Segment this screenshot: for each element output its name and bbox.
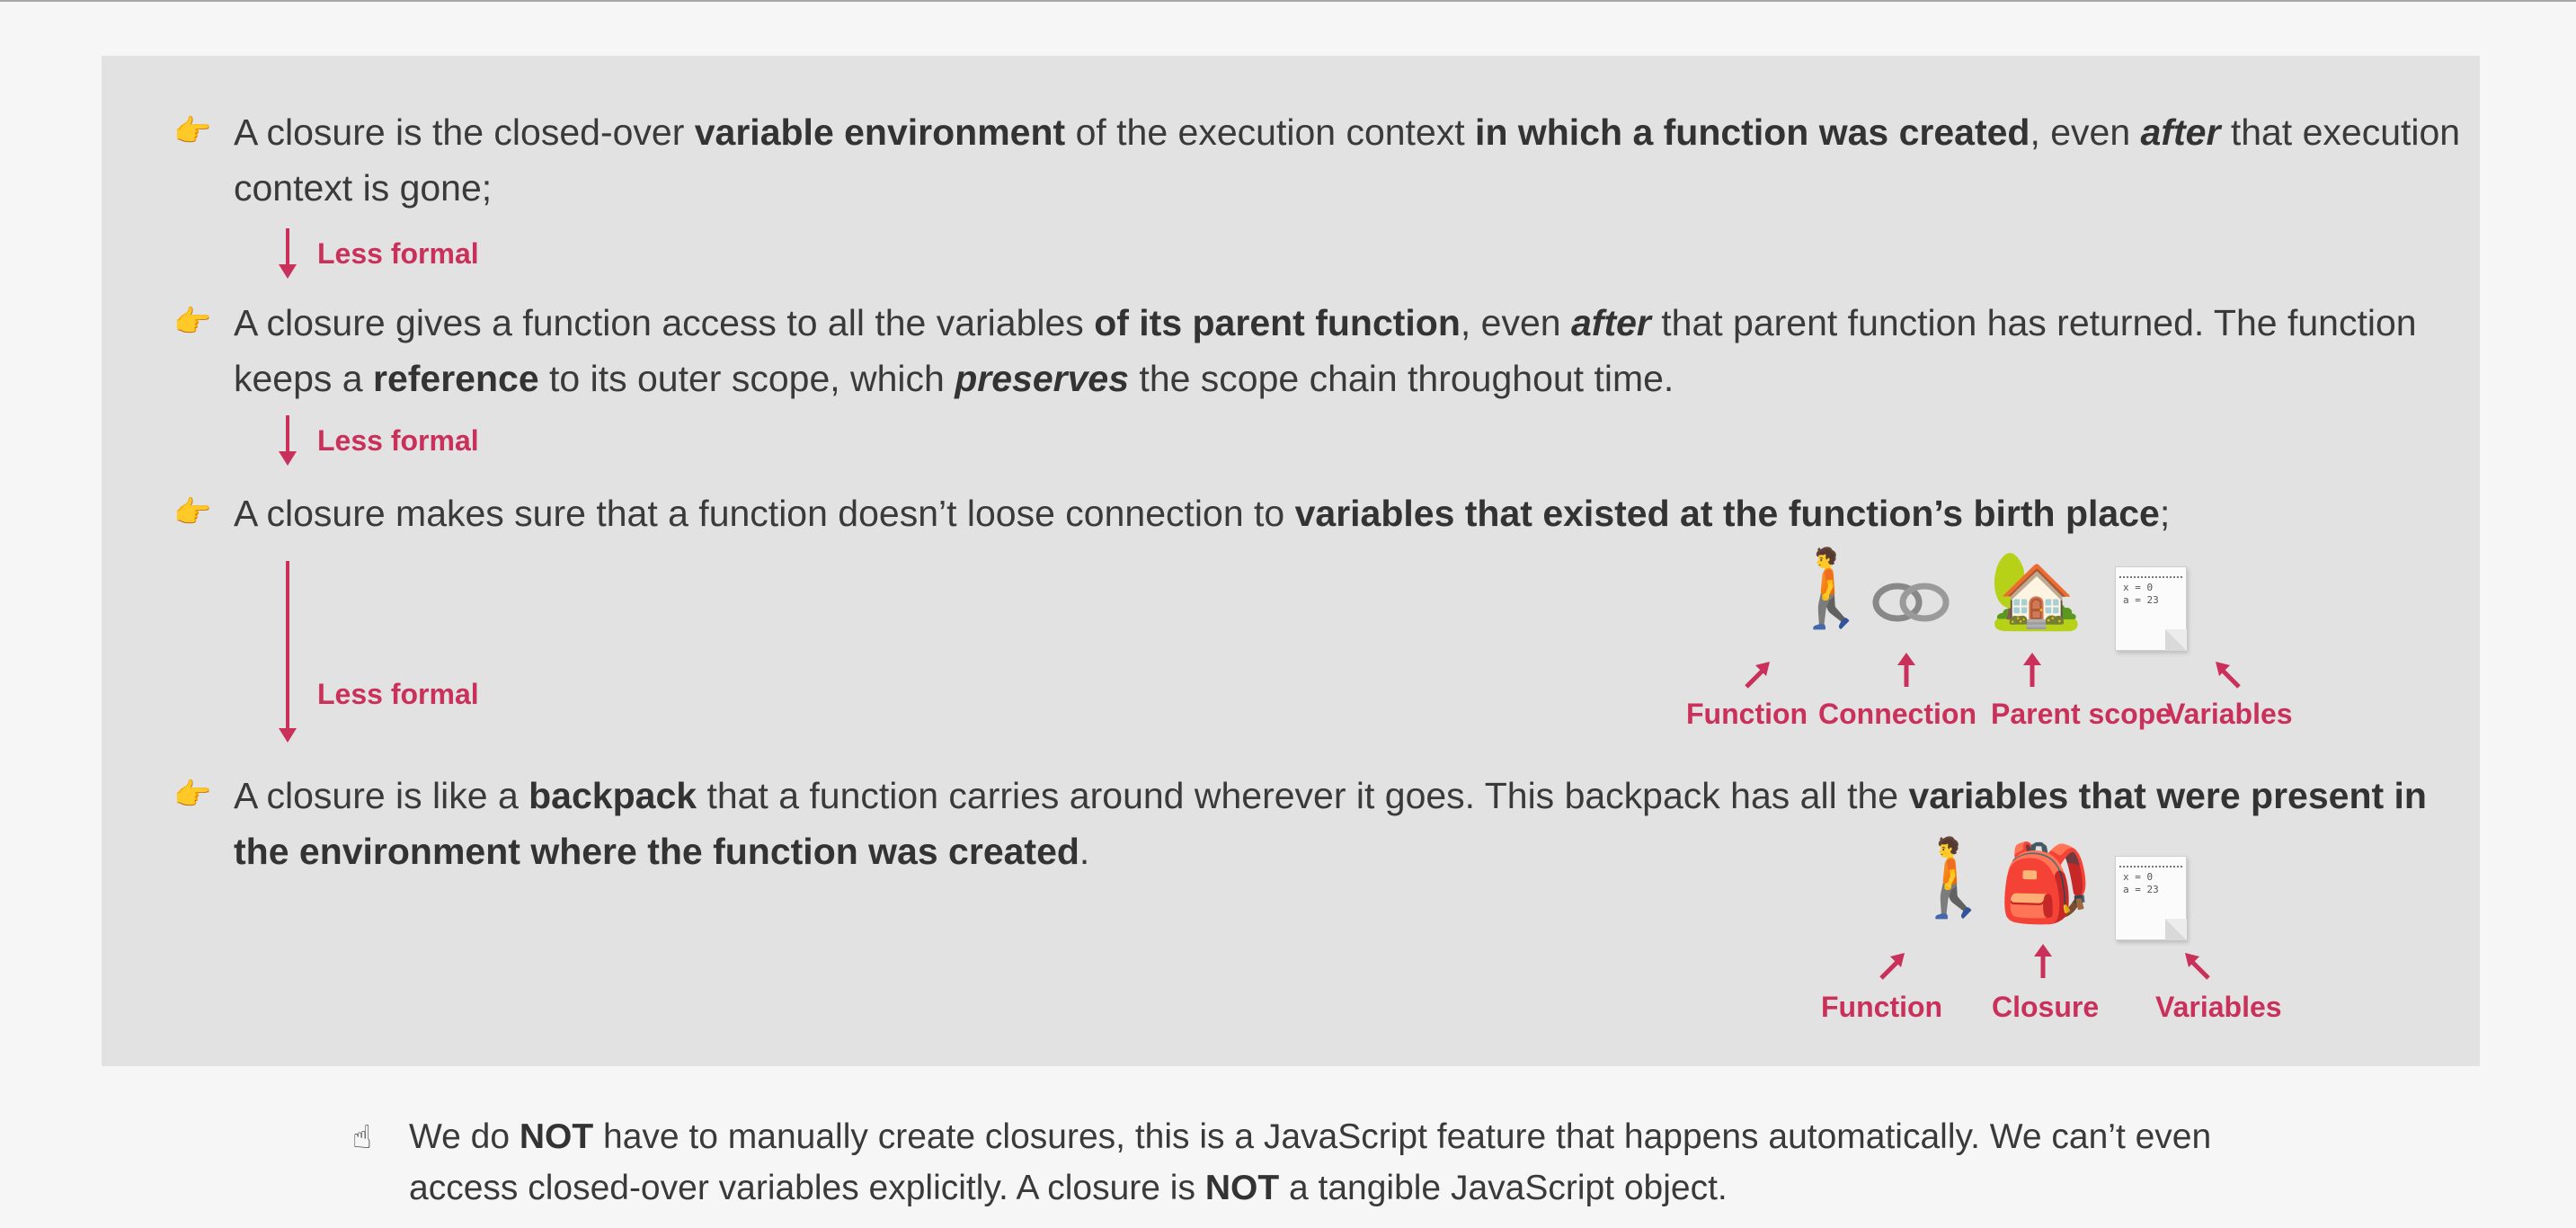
notepad-line: x = 0 — [2123, 582, 2154, 593]
diagram-label-closure: Closure — [1992, 991, 2100, 1023]
text-run: A closure gives a function access to all the variables — [234, 302, 1095, 343]
emphasis-run: NOT — [1204, 1169, 1280, 1207]
text-run: . — [1079, 831, 1090, 872]
text-run: A closure is like a — [234, 775, 529, 816]
text-run: We do — [409, 1117, 520, 1156]
text-run: , even — [2030, 111, 2141, 153]
diagram-label-function: Function — [1686, 698, 1808, 730]
emphasis-run: backpack — [529, 775, 697, 816]
arrow-head — [279, 728, 297, 743]
less-formal-label: Less formal — [317, 678, 479, 710]
person-walking-icon: 🚶 — [1906, 835, 2001, 920]
text-run: the scope chain throughout time. — [1129, 358, 1674, 399]
pointing-right-hand-icon: 👉 — [173, 778, 212, 812]
emphasis-run: variables that existed at the function’s birth place — [1294, 493, 2160, 534]
text-run: have to manually create closures, this is a JavaScript feature that happens automatically. We can’t even access closed-over variables explicitly. A closure is — [409, 1117, 2212, 1207]
notepad-line: a = 23 — [2123, 594, 2159, 606]
notepad-icon — [2115, 856, 2187, 940]
text-run: a tangible JavaScript object. — [1279, 1169, 1728, 1207]
text-run: of the execution context — [1065, 111, 1476, 153]
less-formal-label: Less formal — [317, 237, 479, 270]
notepad-icon — [2115, 566, 2187, 651]
text-run: A closure is the closed-over — [234, 111, 695, 153]
pointing-up-hand-icon: ☝ — [352, 1118, 372, 1155]
text-run: that a function carries around wherever it goes. This backpack has all the — [697, 775, 1909, 816]
arrow-up-left-icon — [2210, 656, 2246, 692]
arrow-head — [279, 264, 297, 279]
definition-2 — [234, 295, 2463, 406]
definitions-panel — [102, 56, 2480, 1066]
emphasis-run: in which a function was created — [1475, 111, 2030, 153]
text-run: , even — [1460, 302, 1571, 343]
backpack-icon: 🎒 — [1998, 841, 2092, 925]
emphasis-run: reference — [373, 358, 539, 399]
pointing-right-hand-icon: 👉 — [173, 305, 212, 339]
arrow-line — [286, 561, 289, 732]
text-run: ; — [2159, 493, 2171, 534]
arrow-up-right-icon — [1739, 656, 1775, 692]
emphasis-run: of its parent function — [1094, 302, 1461, 343]
arrow-line — [286, 415, 289, 455]
diagram-label-variables: Variables — [2166, 698, 2293, 730]
emphasis-run: preserves — [955, 358, 1130, 399]
arrow-line — [286, 228, 289, 268]
definition-1 — [234, 104, 2463, 216]
top-divider — [0, 0, 2576, 2]
footnote — [409, 1111, 2252, 1214]
notepad-line: x = 0 — [2123, 871, 2154, 883]
diagram-label-variables: Variables — [2155, 991, 2282, 1023]
emphasis-run: variable environment — [694, 111, 1066, 153]
house-with-tree-icon: 🏡 — [1989, 547, 2083, 632]
emphasis-run: variables that were present in the environment where the function was created — [234, 775, 2427, 872]
notepad-line: a = 23 — [2123, 884, 2159, 895]
emphasis-run: NOT — [519, 1117, 594, 1156]
chain-link-icon — [1870, 577, 1951, 627]
pointing-right-hand-icon: 👉 — [173, 495, 212, 529]
arrow-head — [279, 451, 297, 466]
arrow-up-icon — [1888, 651, 1924, 690]
diagram-label-parent-scope: Parent scope — [1991, 698, 2172, 730]
definition-3 — [234, 485, 2463, 541]
text-run: that execution context is gone; — [234, 111, 2461, 209]
diagram-label-connection: Connection — [1818, 698, 1976, 730]
arrow-up-right-icon — [1874, 948, 1910, 983]
emphasis-run: after — [1570, 302, 1651, 343]
person-walking-icon: 🚶 — [1784, 546, 1879, 630]
arrow-up-left-icon — [2180, 948, 2216, 983]
text-run: to its outer scope, which — [538, 358, 955, 399]
less-formal-label: Less formal — [317, 424, 479, 457]
pointing-right-hand-icon: 👉 — [173, 114, 212, 148]
arrow-up-icon — [2025, 942, 2061, 982]
emphasis-run: after — [2140, 111, 2221, 153]
arrow-up-icon — [2014, 651, 2050, 690]
text-run: that parent function has returned. The function keeps a — [234, 302, 2417, 399]
diagram-label-function: Function — [1821, 991, 1943, 1023]
text-run: A closure makes sure that a function doesn’t loose connection to — [234, 493, 1295, 534]
